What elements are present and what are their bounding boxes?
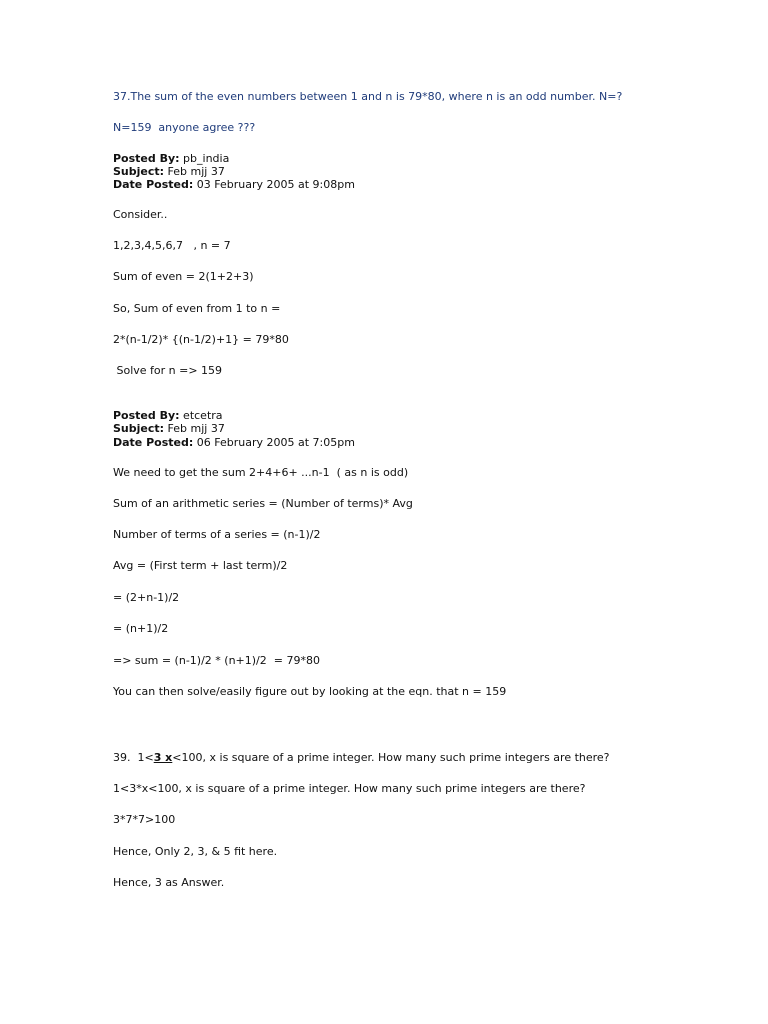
date-label: Date Posted: bbox=[113, 178, 194, 191]
post2-line: Number of terms of a series = (n-1)/2 bbox=[113, 528, 321, 541]
post1-line: Consider.. bbox=[113, 208, 168, 221]
post1-author: pb_india bbox=[183, 152, 230, 165]
q39-emphasis: 3 x bbox=[153, 751, 173, 764]
post2-line: You can then solve/easily figure out by looking at the eqn. that n = 159 bbox=[113, 685, 507, 698]
post1-subject bbox=[113, 165, 225, 179]
post2-line: Sum of an arithmetic series = (Number of terms)* Avg bbox=[113, 497, 413, 510]
post1-date-value: 03 February 2005 at 9:08pm bbox=[196, 178, 355, 191]
post1-line: So, Sum of even from 1 to n = bbox=[113, 302, 281, 315]
question-37-proposal: N=159 anyone agree ??? bbox=[113, 121, 256, 134]
post2-line: We need to get the sum 2+4+6+ ...n-1 ( as n is odd) bbox=[113, 466, 409, 479]
post2-line: Avg = (First term + last term)/2 bbox=[113, 559, 288, 572]
post1-line: Sum of even = 2(1+2+3) bbox=[113, 270, 254, 283]
post1-date bbox=[113, 178, 355, 192]
subject-label: Subject: bbox=[113, 422, 165, 435]
post2-subject-value: Feb mjj 37 bbox=[167, 422, 225, 435]
post2-date bbox=[113, 436, 355, 450]
post1-line: 2*(n-1/2)* {(n-1/2)+1} = 79*80 bbox=[113, 333, 289, 346]
posted-by-label: Posted By: bbox=[113, 152, 180, 165]
q39-line: 3*7*7>100 bbox=[113, 813, 176, 826]
post1-line: 1,2,3,4,5,6,7 , n = 7 bbox=[113, 239, 231, 252]
q39-suffix: <100, x is square of a prime integer. How many such prime integers are there? bbox=[172, 751, 610, 764]
post2-line: = (2+n-1)/2 bbox=[113, 591, 180, 604]
posted-by-label: Posted By: bbox=[113, 409, 180, 422]
post2-subject bbox=[113, 422, 225, 436]
date-label: Date Posted: bbox=[113, 436, 194, 449]
q39-line: Hence, 3 as Answer. bbox=[113, 876, 225, 889]
q39-prefix: 39. 1< bbox=[113, 751, 154, 764]
subject-label: Subject: bbox=[113, 165, 165, 178]
question-37: 37.The sum of the even numbers between 1 and n is 79*80, where n is an odd number. N=? bbox=[113, 90, 623, 103]
post2-line: = (n+1)/2 bbox=[113, 622, 169, 635]
post1-subject-value: Feb mjj 37 bbox=[167, 165, 225, 178]
post2-line: => sum = (n-1)/2 * (n+1)/2 = 79*80 bbox=[113, 654, 320, 667]
post1-line: Solve for n => 159 bbox=[113, 364, 223, 377]
post2-author: etcetra bbox=[183, 409, 223, 422]
post2-posted-by bbox=[113, 409, 223, 423]
q39-line: Hence, Only 2, 3, & 5 fit here. bbox=[113, 845, 278, 858]
post1-posted-by bbox=[113, 152, 229, 166]
question-39 bbox=[113, 751, 610, 765]
q39-line: 1<3*x<100, x is square of a prime integer. How many such prime integers are there? bbox=[113, 782, 586, 795]
post2-date-value: 06 February 2005 at 7:05pm bbox=[196, 436, 355, 449]
